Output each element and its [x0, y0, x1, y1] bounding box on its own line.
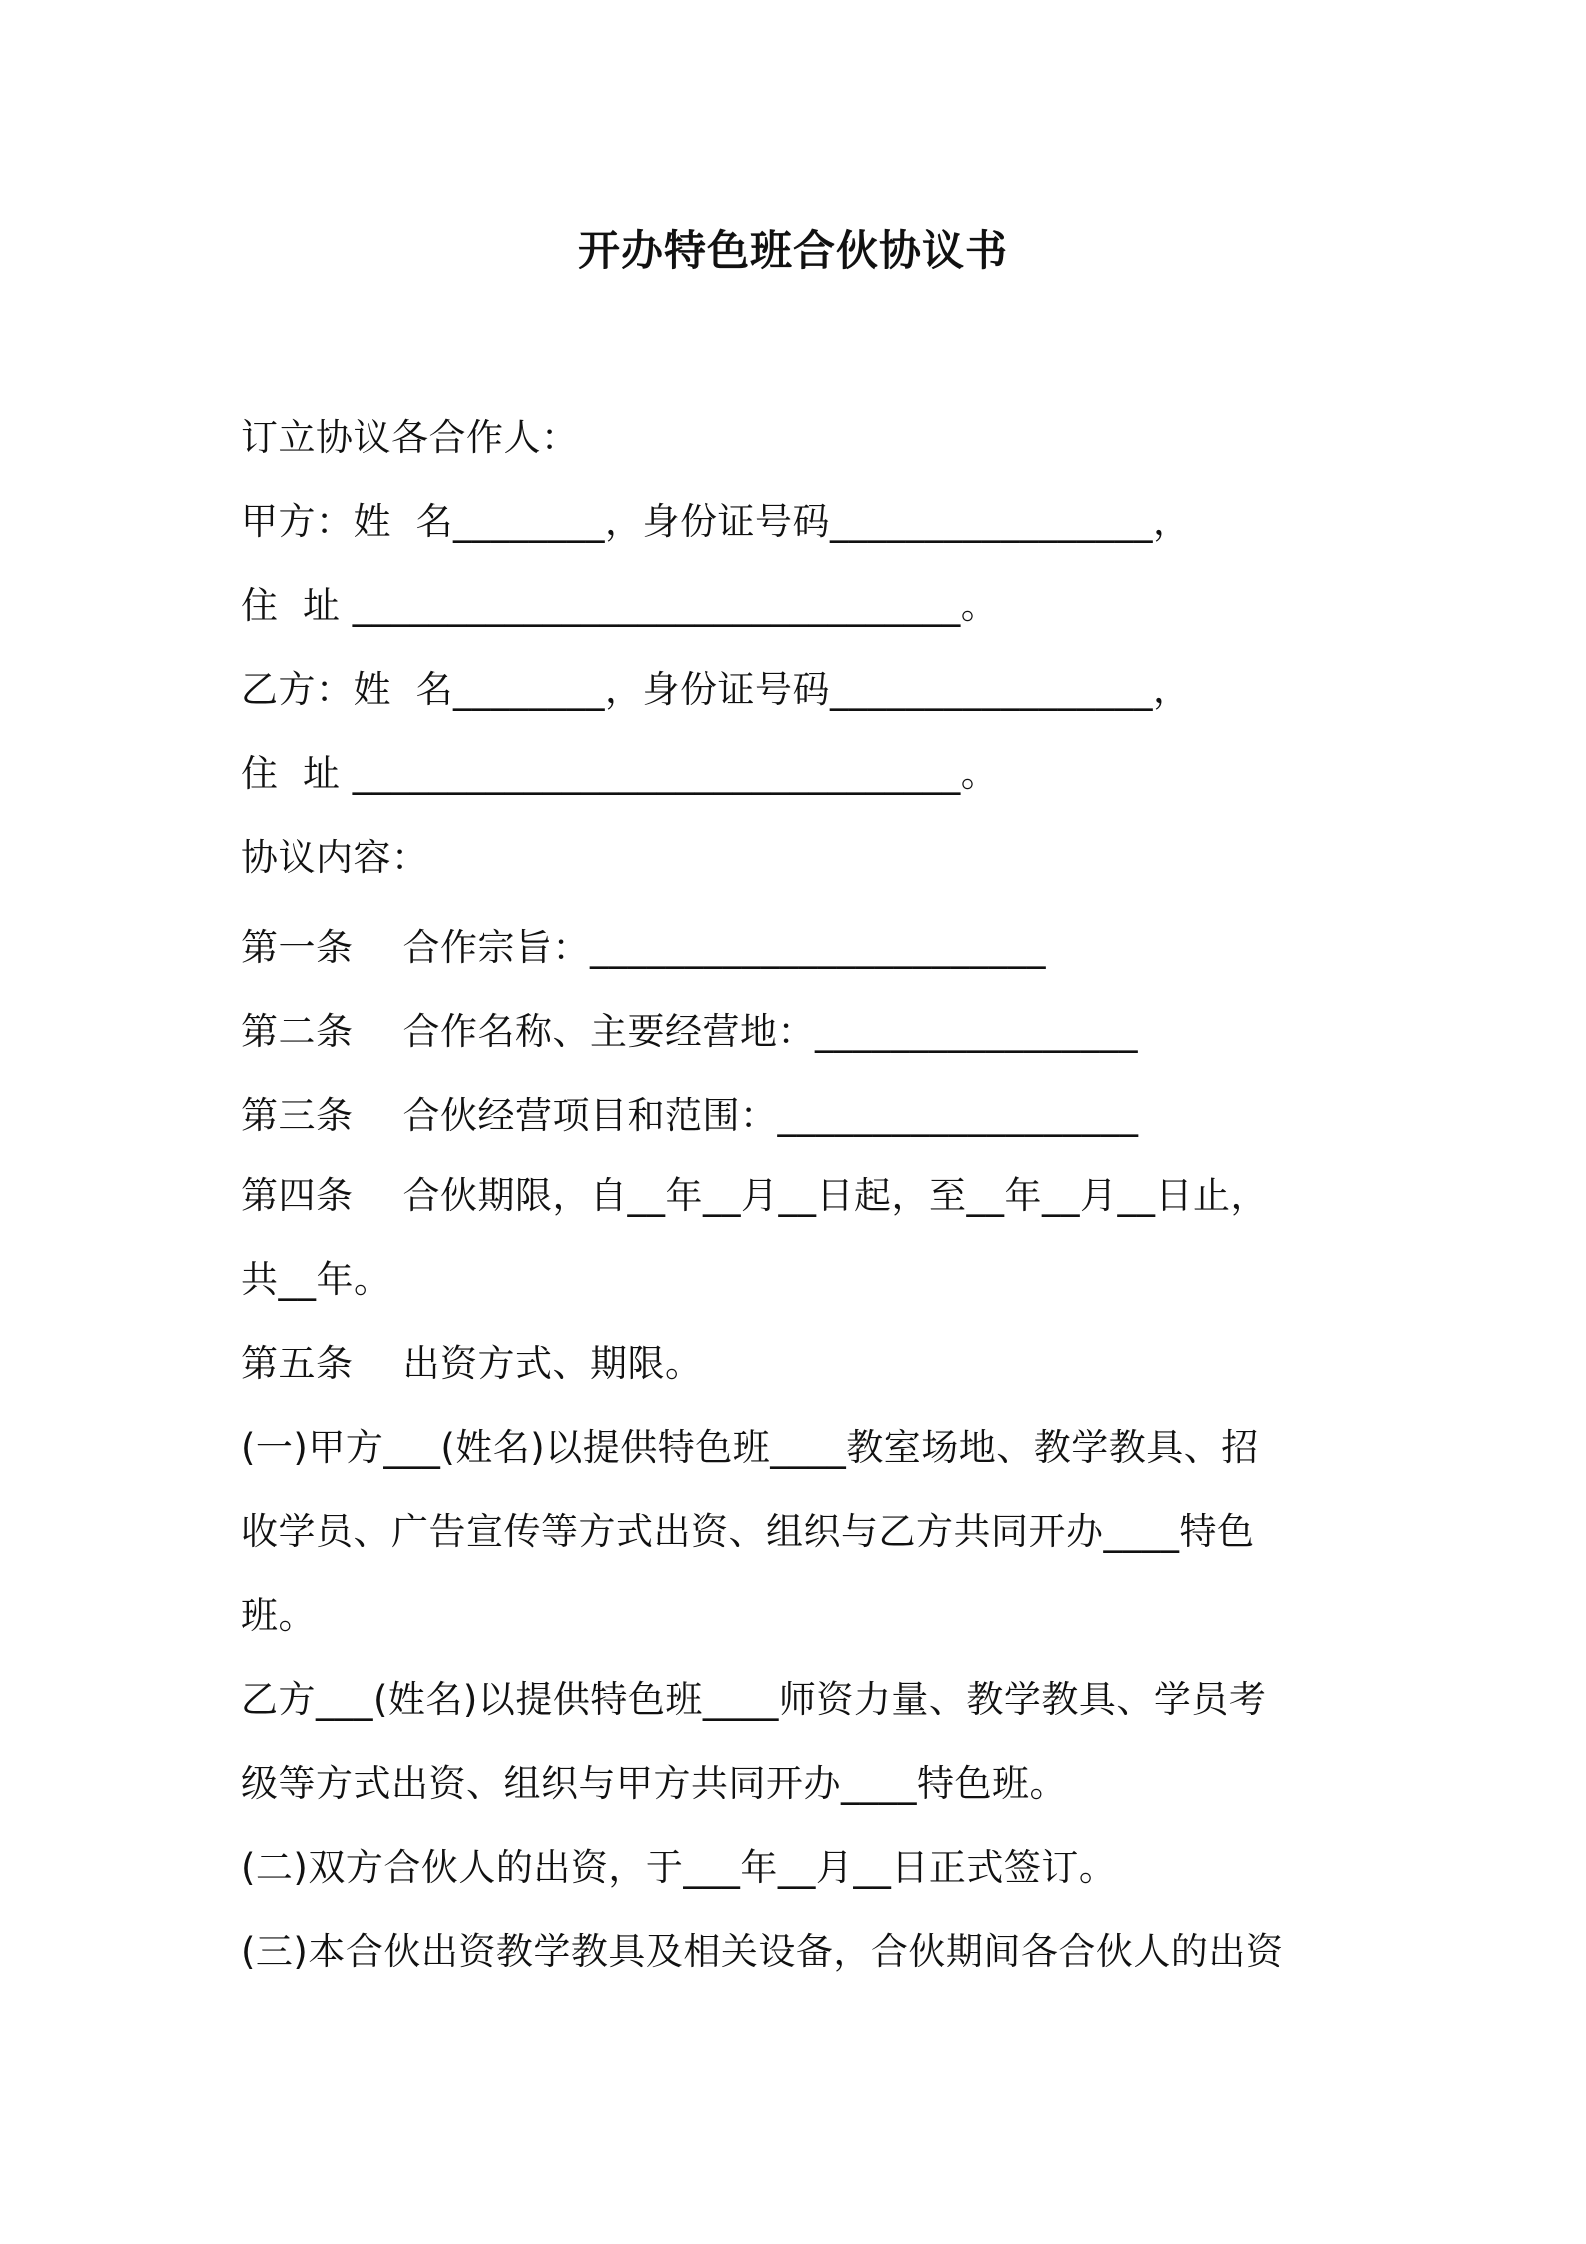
document-title: 开办特色班合伙协议书: [577, 226, 1008, 275]
article-2-line: 第二条 合作名称、主要经营地：_________________: [241, 1010, 1139, 1053]
article-1-line: 第一条 合作宗旨：________________________: [241, 926, 1047, 969]
clause-2-line: (二)双方合伙人的出资，于___年__月__日正式签订。: [241, 1846, 1117, 1889]
party-b-name-id-line: 乙方：姓 名________，身份证号码_________________，: [241, 668, 1191, 711]
party-b-address-line: 住 址 ________________________________。: [241, 752, 999, 795]
intro-parties-label: 订立协议各合作人：: [241, 416, 579, 459]
clause-1-party-b-line-1: 乙方___(姓名)以提供特色班____师资力量、教学教具、学员考: [241, 1678, 1267, 1721]
article-4-line: 第四条 合伙期限，自__年__月__日起，至__年__月__日止，: [241, 1174, 1269, 1217]
party-a-address-line: 住 址 ________________________________。: [241, 584, 999, 627]
article-5-line: 第五条 出资方式、期限。: [241, 1342, 703, 1385]
clause-1-line-2: 收学员、广告宣传等方式出资、组织与乙方共同开办____特色: [241, 1510, 1255, 1553]
party-a-name-id-line: 甲方：姓 名________，身份证号码_________________，: [241, 500, 1191, 543]
clause-1-line-1: (一)甲方___(姓名)以提供特色班____教室场地、教学教具、招: [241, 1426, 1259, 1469]
article-4-continuation: 共__年。: [241, 1258, 392, 1301]
clause-1-line-3: 班。: [241, 1594, 316, 1637]
clause-3-line: (三)本合伙出资教学教具及相关设备，合伙期间各合伙人的出资: [241, 1930, 1284, 1973]
agreement-content-label: 协议内容：: [241, 836, 429, 879]
article-3-line: 第三条 合伙经营项目和范围：___________________: [241, 1094, 1139, 1137]
clause-1-party-b-line-2: 级等方式出资、组织与甲方共同开办____特色班。: [241, 1762, 1067, 1805]
